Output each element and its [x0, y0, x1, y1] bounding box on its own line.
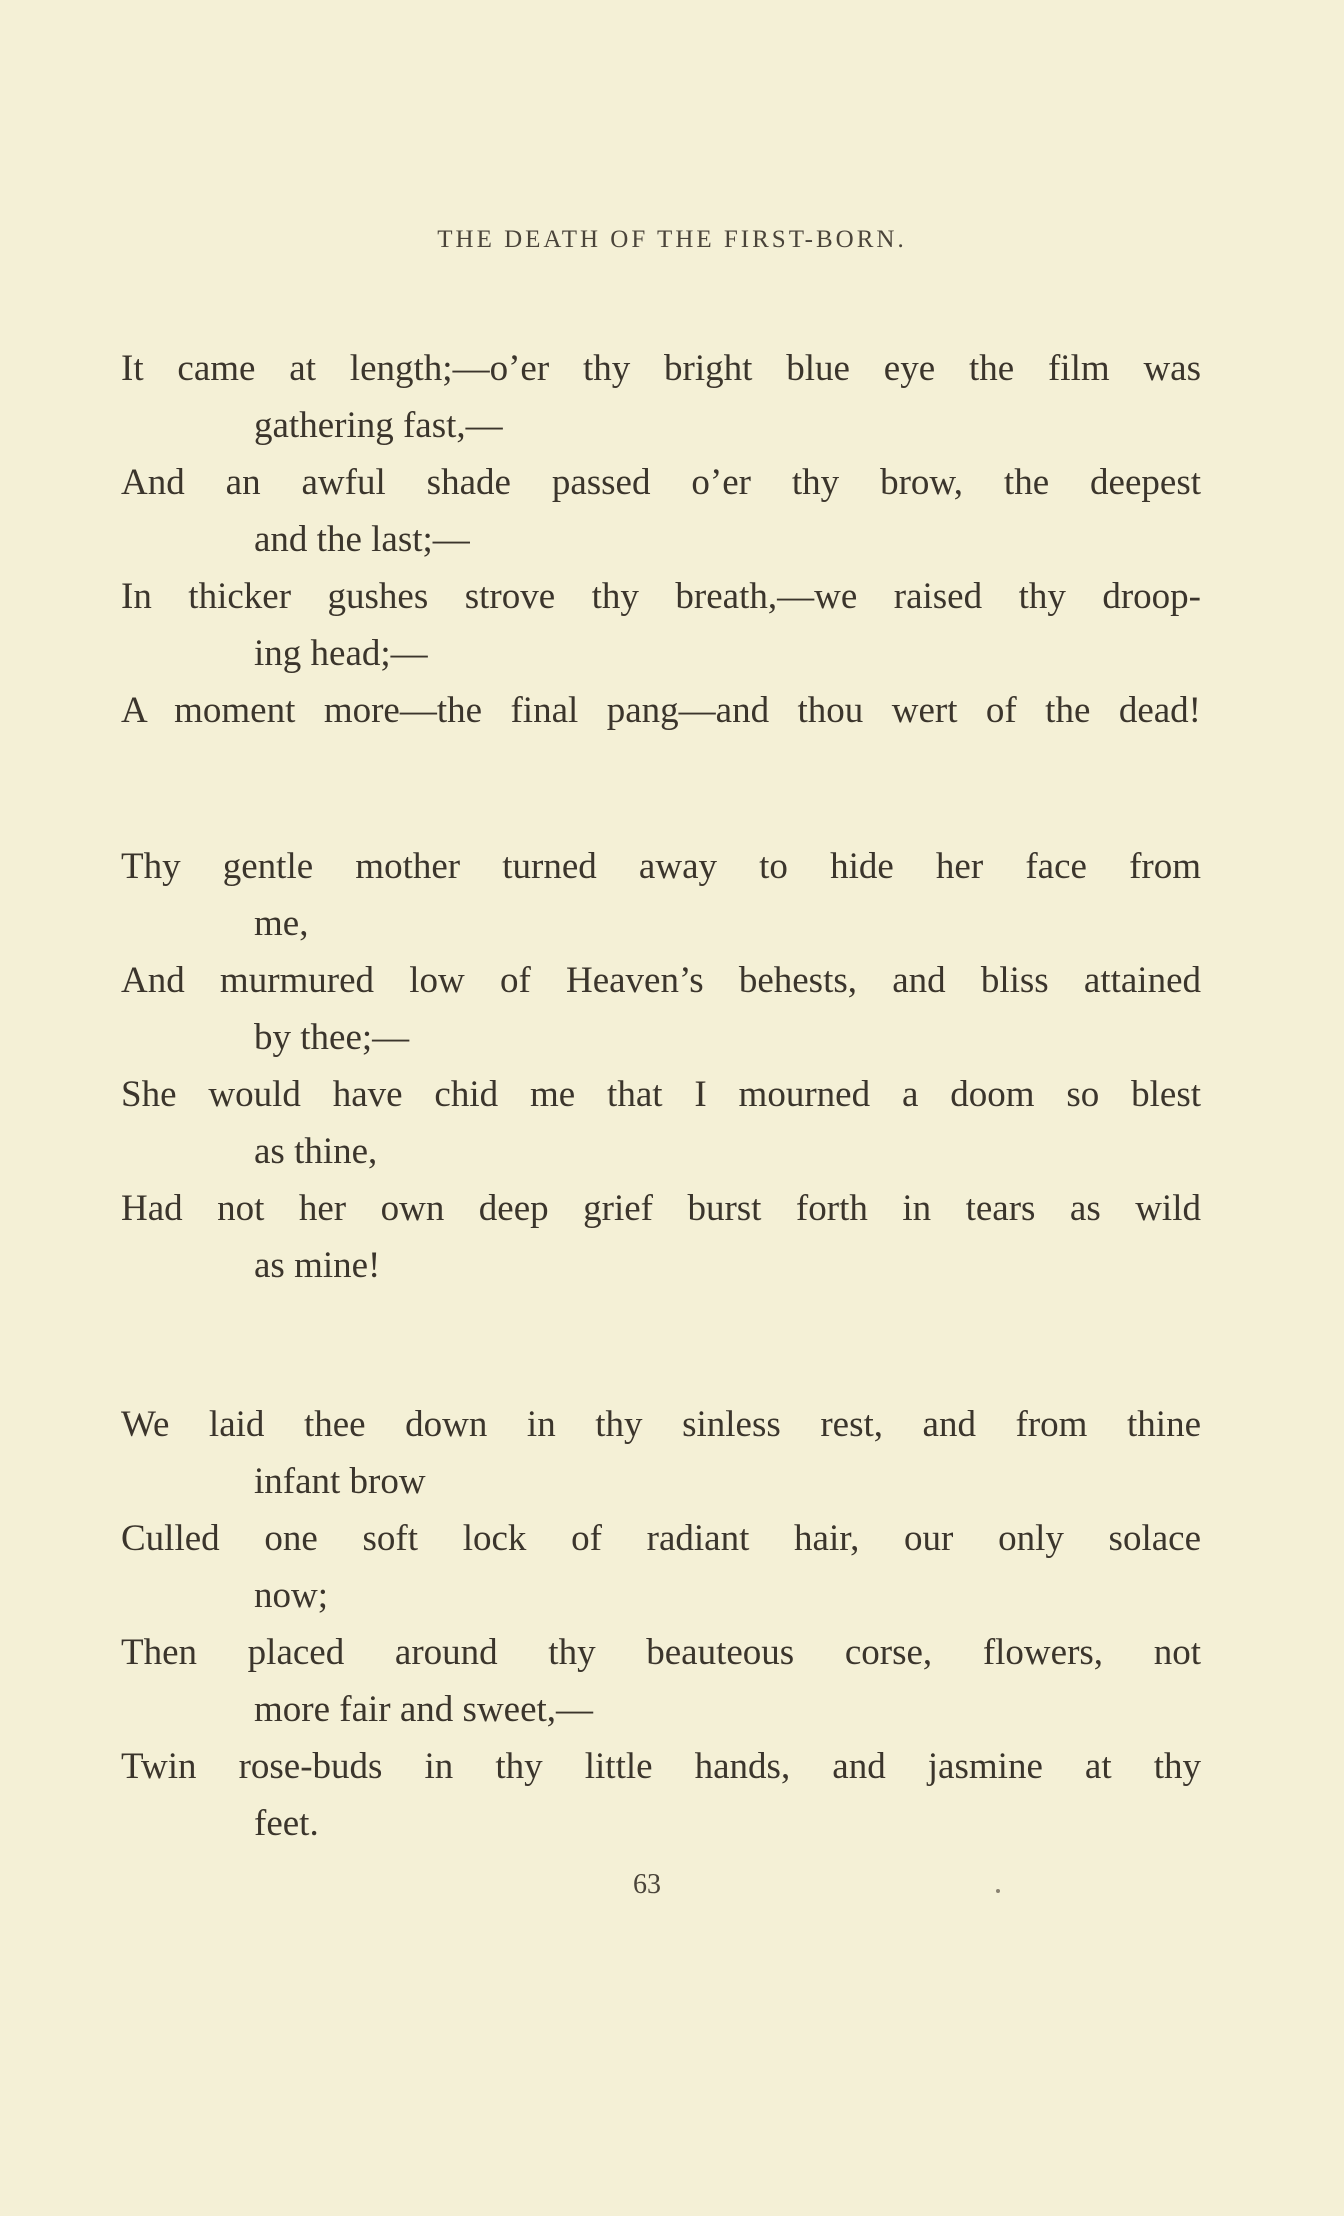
- verse-line: [121, 340, 1201, 454]
- stanza-1: [121, 340, 1201, 739]
- verse-line-continuation: as thine,: [254, 1131, 378, 1172]
- page-number: 63: [633, 1869, 661, 1900]
- verse-line: [121, 568, 1201, 682]
- verse-line-continuation: feet.: [254, 1803, 319, 1844]
- verse-line-first: She would have chid me that I mourned a doom so blest: [121, 1074, 1201, 1115]
- verse-line-continuation: by thee;—: [254, 1017, 410, 1058]
- verse-line: [121, 1180, 1201, 1294]
- verse-line: [121, 682, 1201, 739]
- stanza-2: [121, 838, 1201, 1294]
- verse-line-first: In thicker gushes strove thy breath,—we raised thy droop-: [121, 576, 1201, 617]
- verse-line-continuation: gathering fast,—: [254, 405, 503, 446]
- verse-line: [121, 952, 1201, 1066]
- verse-line: [121, 1624, 1201, 1738]
- verse-line-continuation: as mine!: [254, 1245, 381, 1286]
- verse-line-first: We laid thee down in thy sinless rest, and from thine: [121, 1404, 1201, 1445]
- verse-line-continuation: ing head;—: [254, 633, 428, 674]
- verse-line-first: Then placed around thy beauteous corse, flowers, not: [121, 1632, 1201, 1673]
- verse-line: [121, 1396, 1201, 1510]
- verse-line-first: A moment more—the final pang—and thou wert of the dead!: [121, 690, 1201, 731]
- verse-line-continuation: me,: [254, 903, 309, 944]
- verse-line-first: Twin rose-buds in thy little hands, and jasmine at thy: [121, 1746, 1201, 1787]
- verse-line-first: Culled one soft lock of radiant hair, our only solace: [121, 1518, 1201, 1559]
- verse-line: [121, 1066, 1201, 1180]
- verse-line: [121, 1510, 1201, 1624]
- verse-line-continuation: and the last;—: [254, 519, 470, 560]
- verse-line-first: It came at length;—o’er thy bright blue eye the film was: [121, 348, 1201, 389]
- verse-line-continuation: more fair and sweet,—: [254, 1689, 594, 1730]
- verse-line: [121, 454, 1201, 568]
- verse-line-first: And murmured low of Heaven’s behests, and bliss attained: [121, 960, 1201, 1001]
- verse-line-first: Thy gentle mother turned away to hide her face from: [121, 846, 1201, 887]
- verse-line-continuation: infant brow: [254, 1461, 426, 1502]
- verse-line-first: And an awful shade passed o’er thy brow, the deepest: [121, 462, 1201, 503]
- running-head: THE DEATH OF THE FIRST-BORN.: [437, 226, 907, 253]
- verse-line: [121, 1738, 1201, 1852]
- paper-speck: [996, 1889, 1000, 1893]
- stanza-3: [121, 1396, 1201, 1852]
- verse-line-first: Had not her own deep grief burst forth in tears as wild: [121, 1188, 1201, 1229]
- verse-line: [121, 838, 1201, 952]
- verse-line-continuation: now;: [254, 1575, 328, 1616]
